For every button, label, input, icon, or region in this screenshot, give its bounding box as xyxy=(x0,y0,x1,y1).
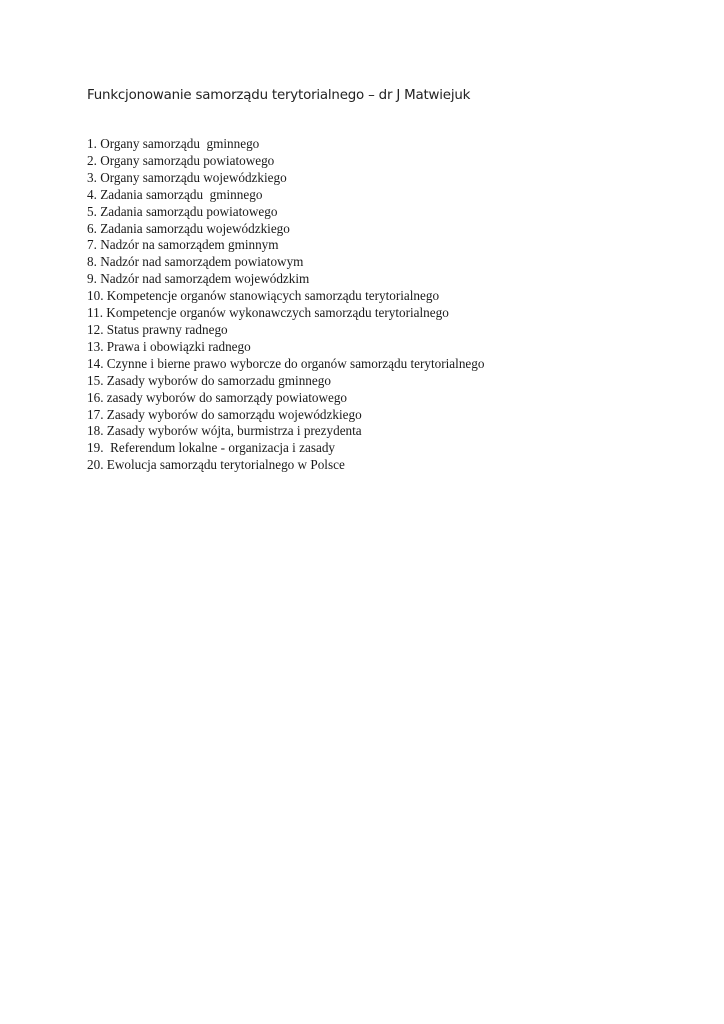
list-item: 10. Kompetencje organów stanowiących samorządu terytorialnego xyxy=(87,288,440,304)
list-item: 7. Nadzór na samorządem gminnym xyxy=(87,237,279,253)
document-title: Funkcjonowanie samorządu terytorialnego – dr J Matwiejuk xyxy=(87,88,471,103)
topic-list xyxy=(87,136,484,474)
list-item: 17. Zasady wyborów do samorządu wojewódzkiego xyxy=(87,406,362,422)
list-item: 20. Ewolucja samorządu terytorialnego w Polsce xyxy=(87,457,345,473)
list-item: 12. Status prawny radnego xyxy=(87,321,228,337)
list-item: 11. Kompetencje organów wykonawczych samorządu terytorialnego xyxy=(87,305,449,321)
list-item: 14. Czynne i bierne prawo wyborcze do organów samorządu terytorialnego xyxy=(87,355,485,371)
list-item: 3. Organy samorządu wojewódzkiego xyxy=(87,169,287,185)
list-item: 13. Prawa i obowiązki radnego xyxy=(87,338,251,354)
list-item: 8. Nadzór nad samorządem powiatowym xyxy=(87,254,304,270)
list-item: 19. Referendum lokalne - organizacja i zasady xyxy=(87,440,336,456)
list-item: 2. Organy samorządu powiatowego xyxy=(87,152,275,168)
list-item: 16. zasady wyborów do samorządy powiatowego xyxy=(87,389,348,405)
list-item: 1. Organy samorządu gminnego xyxy=(87,136,260,151)
list-item: 4. Zadania samorządu gminnego xyxy=(87,186,263,202)
list-item: 15. Zasady wyborów do samorzadu gminnego xyxy=(87,372,331,388)
list-item: 18. Zasady wyborów wójta, burmistrza i prezydenta xyxy=(87,423,362,439)
list-item: 6. Zadania samorządu wojewódzkiego xyxy=(87,220,290,236)
list-item: 5. Zadania samorządu powiatowego xyxy=(87,203,278,219)
list-item: 9. Nadzór nad samorządem wojewódzkim xyxy=(87,271,310,287)
